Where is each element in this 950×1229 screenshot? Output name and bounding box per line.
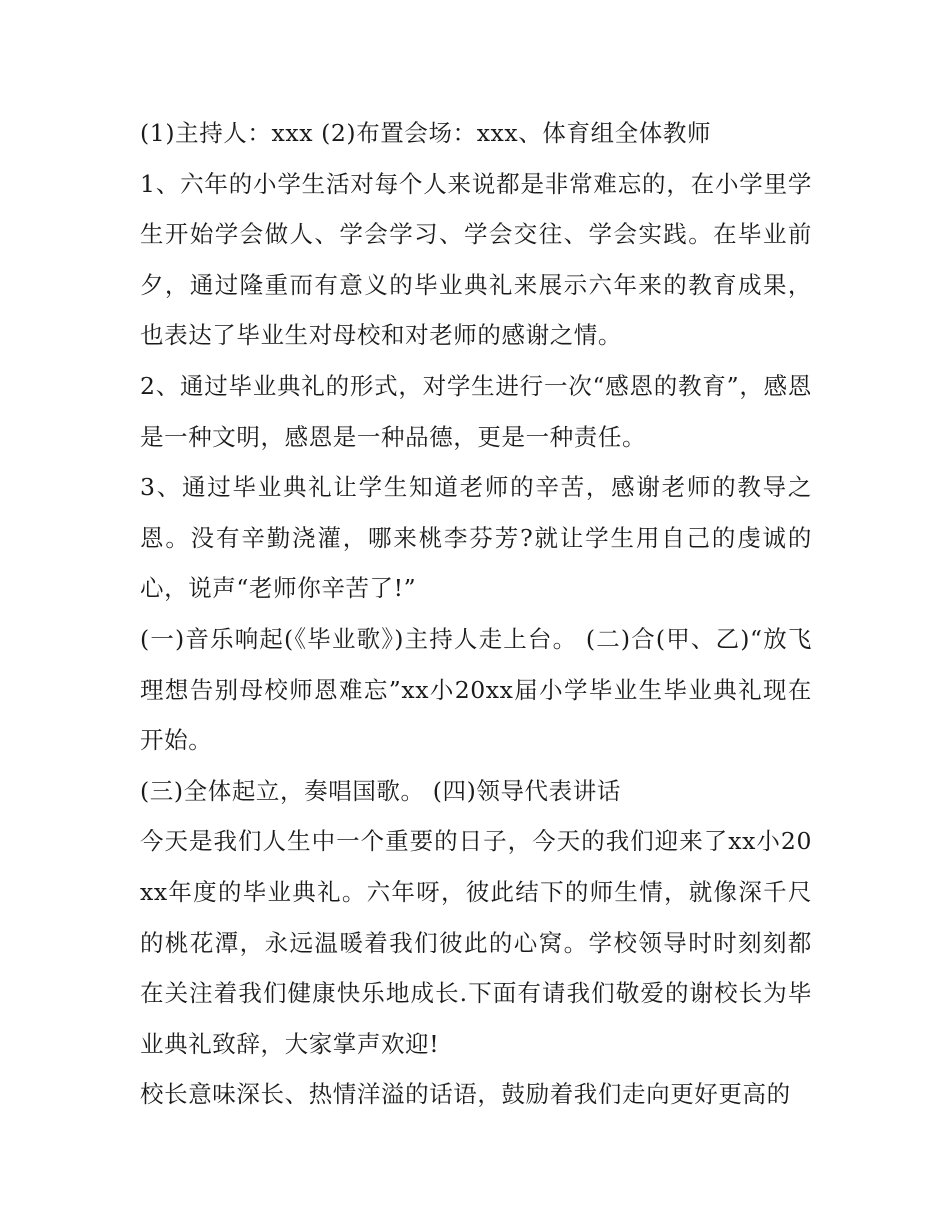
paragraph-program-1: (一)音乐响起(《毕业歌》)主持人走上台。 (二)合(甲、乙)“放飞理想告别母校师恩难忘”xx小20xx届小学毕业生毕业典礼现在开始。 (140, 624, 812, 755)
paragraph-purpose-3: 3、通过毕业典礼让学生知道老师的辛苦，感谢老师的教导之恩。没有辛勤浇灌，哪来桃李芬芳?就让学生用自己的虔诚的心，说声“老师你辛苦了!” (140, 473, 812, 603)
paragraph-purpose-2: 2、通过毕业典礼的形式，对学生进行一次“感恩的教育”，感恩是一种文明，感恩是一种品德，更是一种责任。 (140, 371, 812, 451)
paragraph-purpose-1: 1、六年的小学生活对每个人来说都是非常难忘的，在小学里学生开始学会做人、学会学习、学会交往、学会实践。在毕业前夕，通过隆重而有意义的毕业典礼来展示六年来的教育成果，也表达了毕业生对母校和对老师的感谢之情。 (140, 169, 812, 350)
paragraph-speech-intro: 今天是我们人生中一个重要的日子，今天的我们迎来了xx小20xx年度的毕业典礼。六年呀，彼此结下的师生情，就像深千尺的桃花潭，永远温暖着我们彼此的心窝。学校领导时时刻刻都在关注着我们健康快乐地成长.下面有请我们敬爱的谢校长为毕业典礼致辞，大家掌声欢迎! (140, 827, 812, 1058)
paragraph-program-2: (三)全体起立，奏唱国歌。 (四)领导代表讲话 (140, 776, 621, 805)
document-body (140, 108, 812, 1120)
paragraph-speech-response: 校长意味深长、热情洋溢的话语，鼓励着我们走向更好更高的 (140, 1080, 791, 1109)
paragraph-hosts: (1)主持人：xxx (2)布置会场：xxx、体育组全体教师 (140, 119, 712, 147)
